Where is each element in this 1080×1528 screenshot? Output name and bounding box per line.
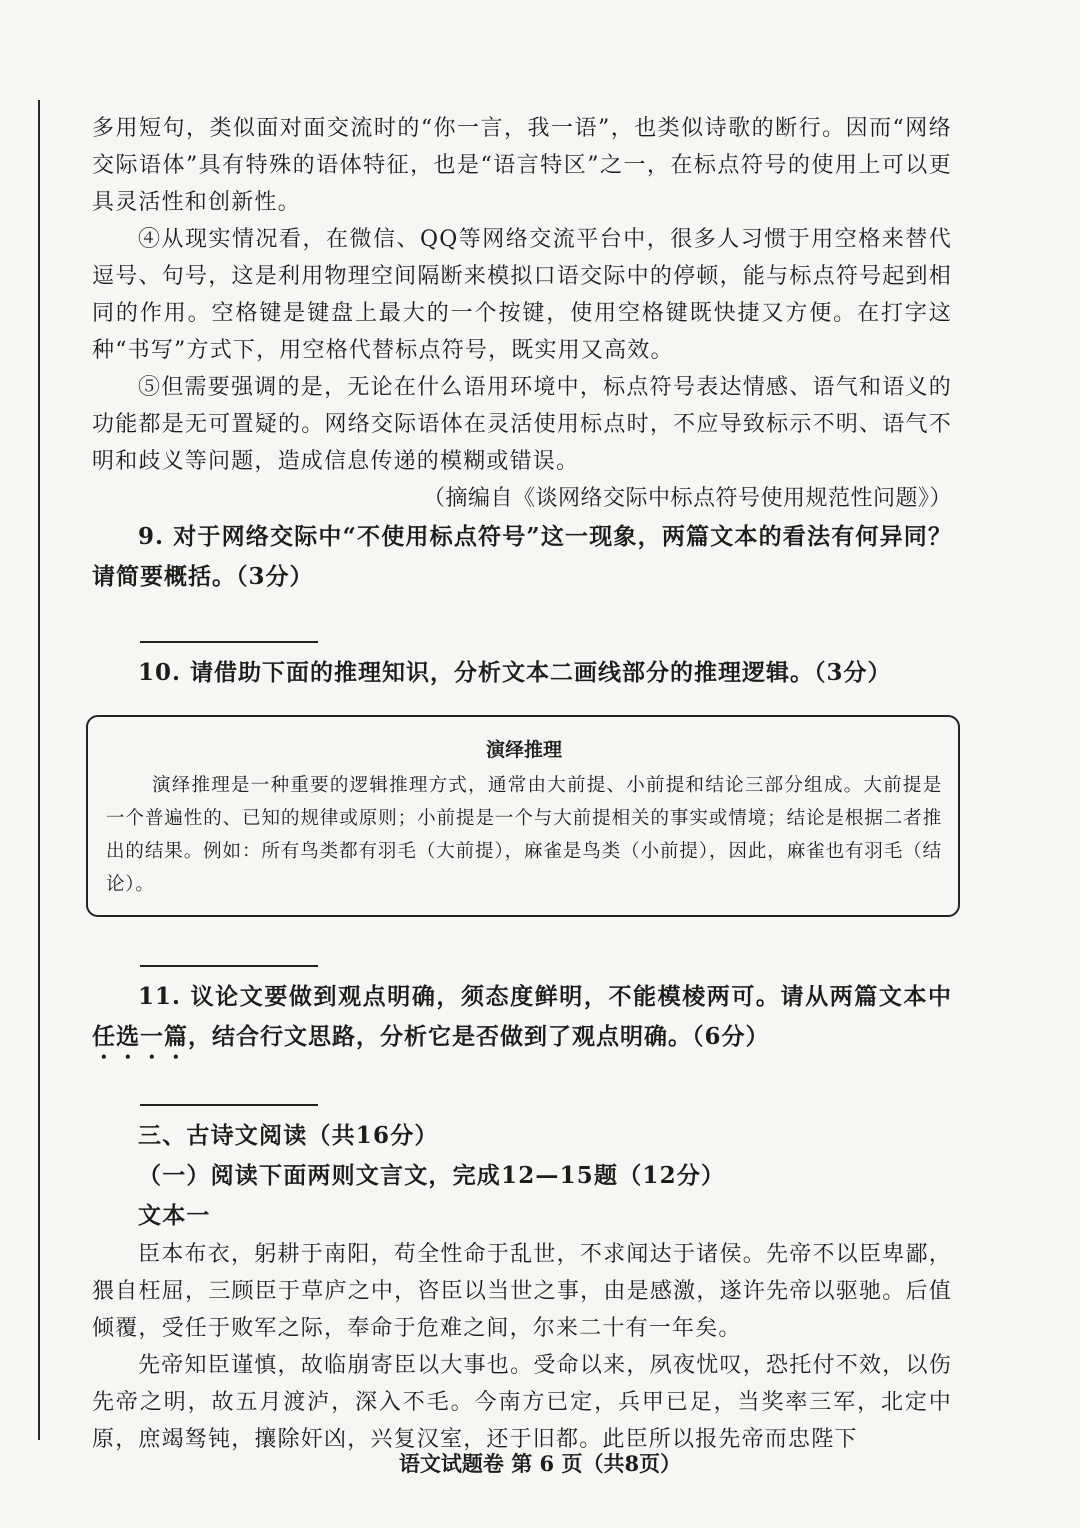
question-11-rest: ，结合行文思路，分析它是否做到了观点明确。（6分）: [188, 1023, 770, 1050]
classical-paragraph-1: 臣本布衣，躬耕于南阳，苟全性命于乱世，不求闻达于诸侯。先帝不以臣卑鄙，猥自枉屈，三顾臣于草庐之中，咨臣以当世之事，由是感激，遂许先帝以驱驰。后值倾覆，受任于败军之际，奉命于危难之间，尔来二十有一年矣。: [92, 1242, 952, 1341]
section-3-heading: 三、古诗文阅读（共16分）: [138, 1122, 439, 1149]
question-9: 9. 对于网络交际中“不使用标点符号”这一现象，两篇文本的看法有何异同？请简要概括。（3分）: [92, 523, 952, 590]
subsection-1-heading: （一）阅读下面两则文言文，完成12—15题（12分）: [138, 1162, 726, 1189]
question-11: [92, 977, 952, 1064]
question-11-emphasis: 任选一篇: [92, 1023, 188, 1050]
deductive-reasoning-box: [86, 715, 960, 917]
text-1-label: 文本一: [138, 1202, 211, 1229]
paragraph-4: ④从现实情况看，在微信、QQ等网络交流平台中，很多人习惯于用空格来替代逗号、句号，这是利用物理空间隔断来模拟口语交际中的停顿，能与标点符号起到相同的作用。空格键是键盘上最大的一个按键，使用空格键既快捷又方便。在打字这种“书写”方式下，用空格代替标点符号，既实用又高效。: [92, 227, 952, 363]
answer-line-9: [140, 641, 318, 643]
exam-page: [92, 110, 952, 1458]
box-text: 演绎推理是一种重要的逻辑推理方式，通常由大前提、小前提和结论三部分组成。大前提是一个普遍性的、已知的规律或原则；小前提是一个与大前提相关的事实或情境；结论是根据二者推出的结果。例如：所有鸟类都有羽毛（大前提），麻雀是鸟类（小前提），因此，麻雀也有羽毛（结论）。: [106, 775, 942, 895]
paragraph-5: ⑤但需要强调的是，无论在什么语用环境中，标点符号表达情感、语气和语义的功能都是无可置疑的。网络交际语体在灵活使用标点时，不应导致标示不明、语气不明和歧义等问题，造成信息传递的模糊或错误。: [92, 375, 952, 474]
source-citation: （摘编自《谈网络交际中标点符号使用规范性问题》）: [422, 486, 952, 511]
classical-paragraph-2: 先帝知臣谨慎，故临崩寄臣以大事也。受命以来，夙夜忧叹，恐托付不效，以伤先帝之明，故五月渡泸，深入不毛。今南方已定，兵甲已足，当奖率三军，北定中原，庶竭驽钝，攘除奸凶，兴复汉室，还于旧都。此臣所以报先帝而忠陛下: [92, 1353, 952, 1452]
answer-line-11: [140, 1104, 318, 1106]
box-title: 演绎推理: [485, 739, 562, 761]
question-10: 10. 请借助下面的推理知识，分析文本二画线部分的推理逻辑。（3分）: [138, 659, 892, 686]
passage-continued: 多用短句，类似面对面交流时的“你一言，我一语”，也类似诗歌的断行。因而“网络交际语体”具有特殊的语体特征，也是“语言特区”之一，在标点符号的使用上可以更具灵活性和创新性。: [92, 116, 952, 215]
page-footer: 语文试题卷 第 6 页（共8页）: [398, 1451, 682, 1476]
question-11-line1: 11. 议论文要做到观点明确，须态度鲜明，不能模棱两可。请从两篇文本中: [138, 983, 952, 1010]
answer-line-10: [140, 965, 318, 967]
binding-margin-line: [38, 100, 40, 1440]
